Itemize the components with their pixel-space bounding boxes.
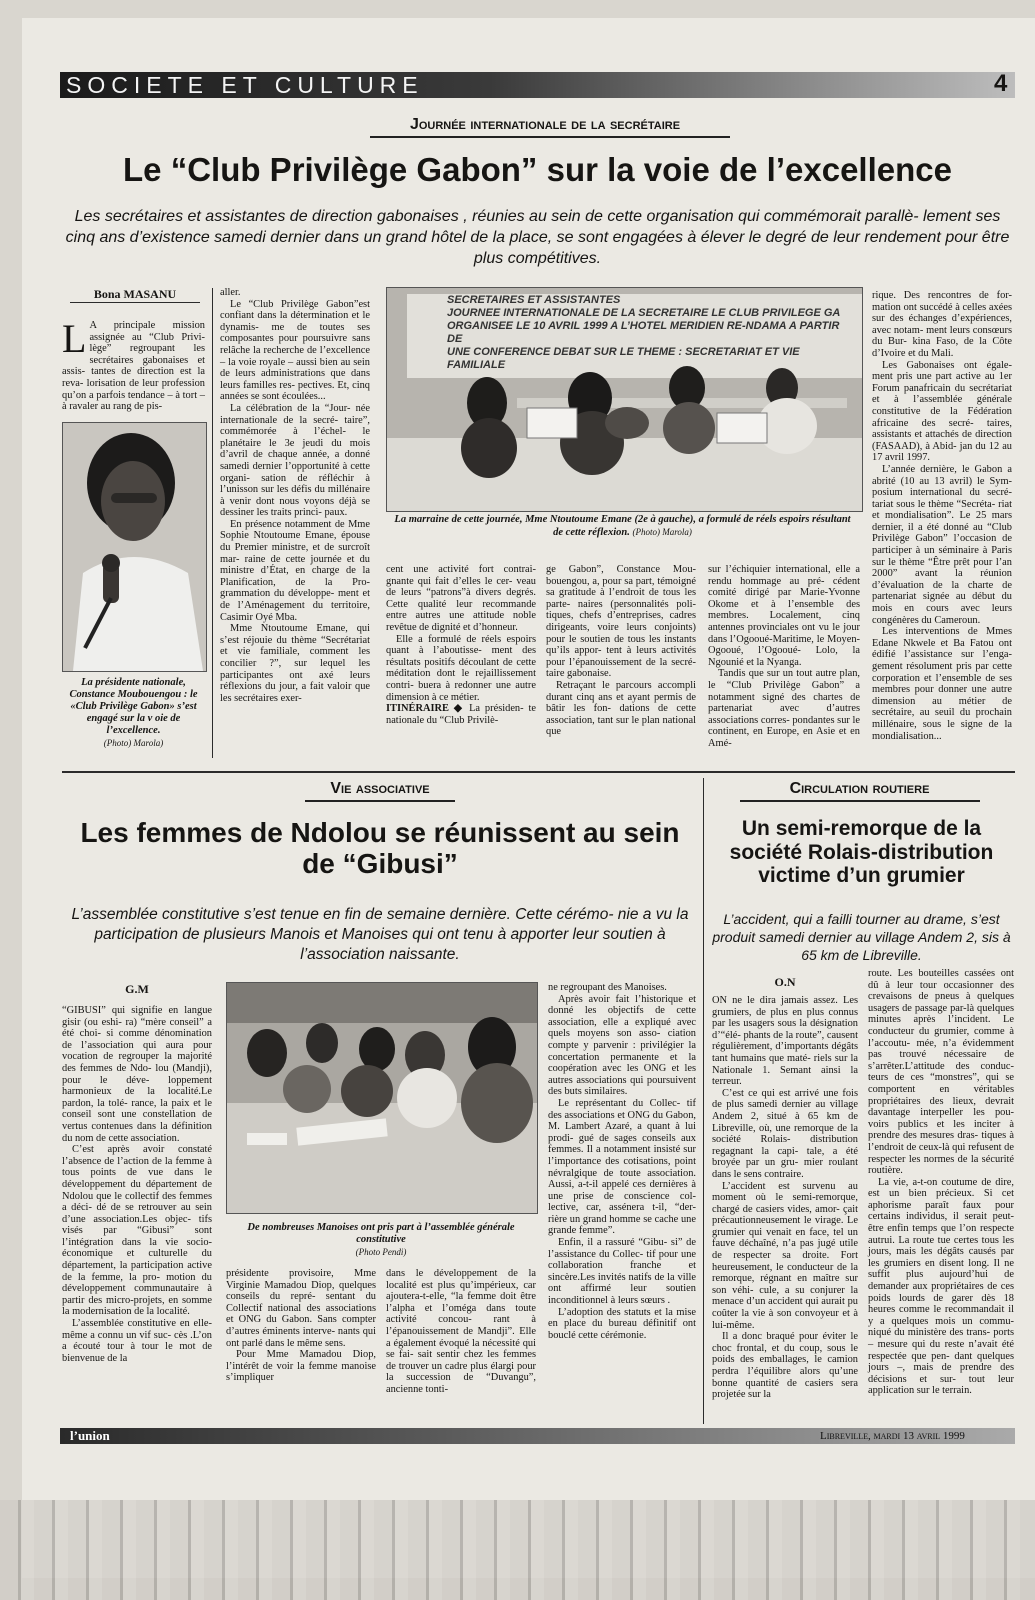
article3-col2 (868, 968, 1014, 1397)
article1-col4-p1: ge Gabon”, Constance Mou- bouengou, a, pour sa part, témoigné sa gratitude à l’endroit de tous les parte- naires (personnalités poli- tiques, chefs d’entreprises, cadres dirigeants, voire leurs conjoints) pour le soutien de tous les instants qu’ils appor- tent à leurs activités pour l’épanouissement de la secré- taire gabonaise. (546, 564, 696, 680)
article1-col1-text: A principale mission assignée au “Club Privi- lège” regroupant les secrétaires gabonaises et assis- tantes de direction est la reva- lorisation de leur profession qu’on a parfois tendance – à tort – à ravaler au rang de pis- (62, 320, 205, 413)
portrait-caption-text: La présidente nationale, Constance Moubouengou : le «Club Privilège Gabon» s’est engagé sur la v oie de l’excellence. (69, 677, 198, 736)
portrait-credit: (Photo) Marola) (103, 738, 164, 748)
portrait-photo (62, 422, 207, 672)
itineraire-label: ITINÉRAIRE ◆ (386, 703, 465, 715)
banner-line: JOURNEE INTERNATIONALE DE LA SECRETAIRE LE CLUB PRIVILEGE GA (447, 307, 841, 319)
article3-col2-p1: route. Les bouteilles cassées ont dû à leur tour occasionner des crevaisons de pneus à quelques usagers de passage par-là quelques minutes après l’incident. Le conducteur du grumier, comme à l’accoutu- mée, n’a évidemment pas trouvé nécessaire de s’arrêter.L’attitude des conduc- teurs de ces “monstres”, qui se comportent en véritables propriétaires des lieux, devrait davantage interpeller les pou- voirs publics et les inciter à prendre des mesures dras- tiques à l’endroit de ceux-là qui refusent de respecter les normes de la sécurité routière. (868, 968, 1014, 1177)
article2-col1-p1: “GIBUSI” qui signifie en langue gisir (ou eshi- ra) “mère conseil” a été choi- si comme dénomination de l’association qui aura pour vocation de regrouper la majorité des femmes de Ndo- lou (Mandji), pour le déve- loppement harmonieux de la localité.Le pardon, la tolé- rance, la paix et le conseil sont une constellation de vertus contenues dans la définition du nom de cette association. (62, 1005, 212, 1144)
kicker-underline (305, 800, 455, 802)
conference-photo (386, 287, 863, 512)
article1-col6-p1: rique. Des rencontres de for- mation ont succédé à celles axées sur des échanges d’expériences, avec notam- ment leurs consœurs du Bur- kina Faso, de la Côte d’Ivoire et du Mali. (872, 290, 1012, 359)
article3-col1-p2: C’est ce qui est arrivé une fois de plus samedi dernier au village Andem 2, situé à 65 km de Libreville, où, une remorque de la société Rolais- distribution regagnant la capi- tale, a été broyée par un gru- mier roulant dans le sens contraire. (712, 1087, 858, 1180)
portrait-illustration (63, 423, 206, 671)
article1-col4-p2: Retraçant le parcours accompli durant cinq ans et ayant permis de bâtir les fon- dations de cette association, tant sur le plan national que (546, 679, 696, 738)
kicker-underline (370, 136, 730, 138)
kicker-underline (740, 800, 980, 802)
article2-col1-p2: C’est après avoir constaté l’absence de l’action de la femme à tous points de vue dans le développement du département de Ndolou que le collectif des femmes a déci- dé de se retrouver au sein d’une association.Les objec- tifs visés par “Gibusi” sont l’intégration dans la vie socio- économique et culturelle du département, la participation active de la femme, la pro- motion du développement communautaire à partir des micro-projets, en somme la modernisation de la localité. (62, 1144, 212, 1318)
section-divider (62, 771, 1015, 773)
article1-col6-p3: L’année dernière, le Gabon a abrité (10 au 13 avril) le Sym- posium international du secré- tariat sous le thème “Secréta- riat et mondialisation”. Le 25 mars dernier, il a été donné au “Club Privilège Gabon” l’occasion de participer à un séminaire à Paris sur le thème “Être prêt pour l’an 2000” avant la réunion d’évaluation de la charte de partenariat signée au début du mois en cours avec leurs congénères du Cameroun. (872, 463, 1012, 626)
article2-col4-p2: Après avoir fait l’historique et donné les objectifs de cette association, elle a expliqué avec quels moyens son asso- ciation compte y parvenir : privilégier la concertation permanente et la coopération avec les ONG et les autres associations qui poursuivent des buts similaires. (548, 993, 696, 1098)
article1-col4 (546, 564, 696, 738)
conference-caption-text: La marraine de cette journée, Mme Ntoutoume Emane (2e à gauche), a formulé de réels espoirs résultant de cette réflexion. (394, 514, 851, 538)
article2-col2-p2: Pour Mme Mamadou Diop, l’intérêt de voir la femme manoise s’impliquer (226, 1349, 376, 1384)
page-bleed-through (0, 1500, 1035, 1600)
conference-credit: (Photo) Marola) (632, 527, 692, 537)
article1-col6-p2: Les Gabonaises ont égale- ment pris une part active au 1er Forum panafricain du secrétariat et à l’assemblée générale constitutive de la Fédération africaine des secré- taires, assistants et attachés de direction (FASAAD), à Abid- jan du 12 au 17 avril 1997. (872, 359, 1012, 464)
newspaper-logo: l’union (70, 1428, 110, 1443)
drop-cap: L (62, 316, 87, 361)
article1-col3 (386, 564, 536, 726)
article1-col2-p5: Mme Ntoutoume Emane, qui s’est réjouie du thème “Secrétariat et vie familiale, comment les concilier ?”, sur lequel les participantes ont axé leurs réflexions du jour, a fait valoir que les secrétaires exer- (220, 623, 370, 704)
article1-headline: Le “Club Privilège Gabon” sur la voie de l’excellence (123, 151, 952, 188)
article2-kicker: Vie associative (330, 780, 430, 797)
article3-col1 (712, 995, 858, 1401)
banner-text (447, 294, 857, 372)
banner-line: ORGANISEE LE 10 AVRIL 1999 A L’HOTEL MERIDIEN RE-NDAMA A PARTIR DE (447, 320, 840, 345)
column-rule (212, 288, 213, 758)
article1-col5-p2: Tandis que sur un tout autre plan, le “Club Privilège Gabon” a notamment signé des chartes de partenariat avec d’autres associations corres- pondantes sur le continent, en Europe, en Asie et en Amé- (708, 668, 860, 749)
byline-rule (70, 302, 200, 303)
portrait-caption (62, 677, 205, 749)
article3-col1-p4: Il a donc braqué pour éviter le choc frontal, et du coup, sous le poids des emballages, le camion perdra l’équilibre alors qu’une bonne quantité de casiers sera projetée sur la (712, 1331, 858, 1401)
assembly-credit: (Photo Pendi) (355, 1247, 407, 1257)
article1-col3-p3: La présiden- te nationale du “Club Privilè- (386, 703, 536, 726)
conference-caption (390, 514, 855, 539)
assembly-caption-text: De nombreuses Manoises ont pris part à l’assemblée générale constitutive (247, 1222, 515, 1245)
article1-col2-p2: Le “Club Privilège Gabon”est confiant dans la détermination et le dynamis- me de toutes ses composantes pour poursuivre sans relâche la recherche de l’excellence – la voie royale – aussi bien au sein de leurs administrations que dans leurs familles res- pectives. Et, cinq années se sont écoulées... (220, 298, 370, 403)
article2-col3 (386, 1268, 536, 1396)
article3-col1-p1: ON ne le dira jamais assez. Les grumiers, de plus en plus connus par les usagers sous la désignation d’“élé- phants de la route”, causent régulièrement, d’importants dégâts tant humains que maté- riels sur la Nationale 1. Semant ainsi la terreur. (712, 995, 858, 1088)
article1-col6 (872, 290, 1012, 742)
article2-col1-p3: L’assemblée constitutive en elle-même a connu un vif suc- cès .L’on a écouté tour à tour le mot de bienvenue de la (62, 1318, 212, 1364)
article1-col5 (708, 564, 860, 750)
article1-col5-p1: sur l’échiquier international, elle a rendu hommage au pré- cédent comité dirigé par Marie-Yvonne Okome et à l’ensemble des membres. Localement, cinq antennes provinciales ont vu le jour dans l’Ogooué-Maritime, le Moyen-Ogooué, l’Ogooué- Lolo, la Ngounié et la Nyanga. (708, 564, 860, 668)
article2-chapo: L’assemblée constitutive s’est tenue en fin de semaine dernière. Cette cérémo- nie a vu la participation de plusieurs Manois et Manoises qui ont tenu à apporter leur soutien à l’association naissante. (71, 906, 689, 964)
article2-col3-p1: dans le développement de la localité est plus qu’impérieux, car ajoutera-t-elle, “la femme doit être l’alpha et l’oméga dans toute activité concou- rant à l’épanouissement de Mandji”. Elle a également évoqué la nécessité qui se fai- sait sentir chez les femmes de trouver un cadre plus élargi pour la succession de “Duvangu”, ancienne tonti- (386, 1268, 536, 1395)
article2-col4 (548, 982, 696, 1341)
article1-byline: Bona MASANU (93, 287, 177, 301)
article3-col2-p2: La vie, a-t-on coutume de dire, est un bien précieux. Si cet aphorisme paraît faux pour certains individus, il serait peut-être enfin temps que l’on respecte autrui. La route tue certes tous les jours, mais les dégâts causés par les grumiers en disent long. Il ne suffit plus aujourd’hui de demander aux propriétaires de ces poids lourds de garer dès 18 heures comme le recommandait il y a quelques mois un commu- niqué du ministère des trans- ports – mesure qui du reste n’avait été respectée que pen- dant quelques jours –, mais de prendre des décisions et sur- tout leur application sur le terrain. (868, 1176, 1014, 1397)
assembly-illustration (227, 983, 537, 1213)
article3-chapo: L’accident, qui a failli tourner au drame, s’est produit samedi dernier au village Andem 2, sis à 65 km de Libreville. (712, 911, 1011, 964)
article2-col4-p5: L’adoption des statuts et la mise en place du bureau définitif ont bouclé cette cérémonie. (548, 1306, 696, 1341)
section-title: SOCIETE ET CULTURE (66, 72, 424, 98)
article1-col1 (62, 316, 205, 413)
article1-col6-p4: Les interventions de Mmes Edane Nkwele et Ba Fatou ont édifié l’assistance sur l’enga- gement résolument pris par cette corporation et l’ensemble de ses membres pour donner une autre dimension au métier de secrétaire, au seuil du prochain millénaire, sous le signe de la mondialisation... (872, 626, 1012, 742)
article1-col2-p3: La célébration de la “Jour- née internationale de la secré- taire”, commémorée à l’échel- le planétaire le 3e jeudi du mois d’avril de chaque année, a donné samedi dernier l’opportunité à cette organi- sation de réfléchir à l’unisson sur les défis du millénaire à venir dont nous voyons déjà se dessiner les traits princi- paux. (220, 402, 370, 519)
article3-col1-p3: L’accident est survenu au moment où le semi-remorque, chargé de casiers vides, amor- çait précautionneusement le virage. Le grumier qui venait en face, tel un fauve déchaîné, n’a pas jugé utile de respecter sa droite. Fort heureusement, le conducteur de la remorque, régnant en maître sur son véhi- cule, a su conjurer la menace d’un accident qui aurait pu coûter la vie à son convoyeur et à lui-même. (712, 1180, 858, 1331)
assembly-caption (226, 1222, 536, 1258)
article1-col2-p1: aller. (220, 287, 241, 298)
article2-col4-p1: ne regroupant des Manoises. (548, 982, 667, 993)
article3-byline: O.N (774, 975, 796, 989)
article2-col4-p3: Le représentant du Collec- tif des associations et ONG du Gabon, M. Lambert Azaré, a quant à lui prodi- gué de sages conseils aux femmes. Il a notamment insisté sur l’importance des cotisations, point névralgique de toute association. Aussi, a-t-il appelé ces dernières à une prise de conscience col- lective, car, assénera t-il, “der- rière un grand homme se cache une grande femme”. (548, 1097, 696, 1237)
assembly-photo (226, 982, 538, 1214)
article2-headline: Les femmes de Ndolou se réunissent au sein de “Gibusi” (80, 817, 680, 880)
article1-col3-p2: Elle a formulé de réels espoirs quant à l’aboutisse- ment des résultats positifs découlant de cette méditation dont le rejaillissement contri- buera à redonner une autre dimension à ce métier. (386, 633, 536, 703)
article2-col2-p1: présidente provisoire, Mme Virginie Mamadou Diop, quelques conseils du repré- sentant du Collectif national des associations et ONG du Gabon. Sans compter d’autres éminents interve- nants qui ont parlé dans le même sens. (226, 1268, 376, 1349)
article2-col2 (226, 1268, 376, 1384)
article2-byline: G.M (125, 982, 149, 996)
article1-col2 (220, 287, 370, 704)
article1-col3-p1: cent une activité fort contrai- gnante qui fait d’elles le cer- veau de leurs “patrons”à divers degrés. Cette qualité leur recommande entre autres une attitude noble revêtue de dignité et d’honneur. (386, 564, 536, 633)
article3-headline: Un semi-remorque de la société Rolais-distribution victime d’un grumier (729, 817, 994, 888)
dateline: Libreville, mardi 13 avril 1999 (820, 1430, 965, 1442)
article-divider (703, 778, 704, 1424)
article2-col1 (62, 1005, 212, 1364)
article1-kicker: Journée internationale de la secrétaire (409, 116, 681, 133)
article2-col4-p4: Enfin, il a rassuré “Gibu- si” de l’assistance du Collec- tif pour une collaboration franche et sincère.Les invités natifs de la ville ont affirmé leur soutien inconditionnel à leurs sœurs . (548, 1237, 696, 1307)
article1-chapo: Les secrétaires et assistantes de direction gabonaises , réunies au sein de cette organisation qui commémorait parallè- lement ses cinq ans d’existence samedi dernier dans un grand hôtel de la place, se sont engagées à élever le degré de leur rendement pour être plus compétitives. (65, 208, 1010, 267)
article1-col2-p4: En présence notamment de Mme Sophie Ntoutoume Emane, épouse du Premier ministre, et de surcroît mar- raine de cette journée et du ministre d’État, en charge de la Planification, de la Pro- grammation du développe- ment et de l’Aménagement du territoire, Casimir Oyé Mba. (220, 518, 370, 623)
banner-line: UNE CONFERENCE DEBAT SUR LE THEME : SECRETARIAT ET VIE FAMILIALE (447, 346, 800, 371)
article3-kicker: Circulation routiere (789, 780, 930, 797)
page-number: 4 (994, 70, 1008, 97)
banner-line: SECRETAIRES ET ASSISTANTES (447, 294, 621, 306)
